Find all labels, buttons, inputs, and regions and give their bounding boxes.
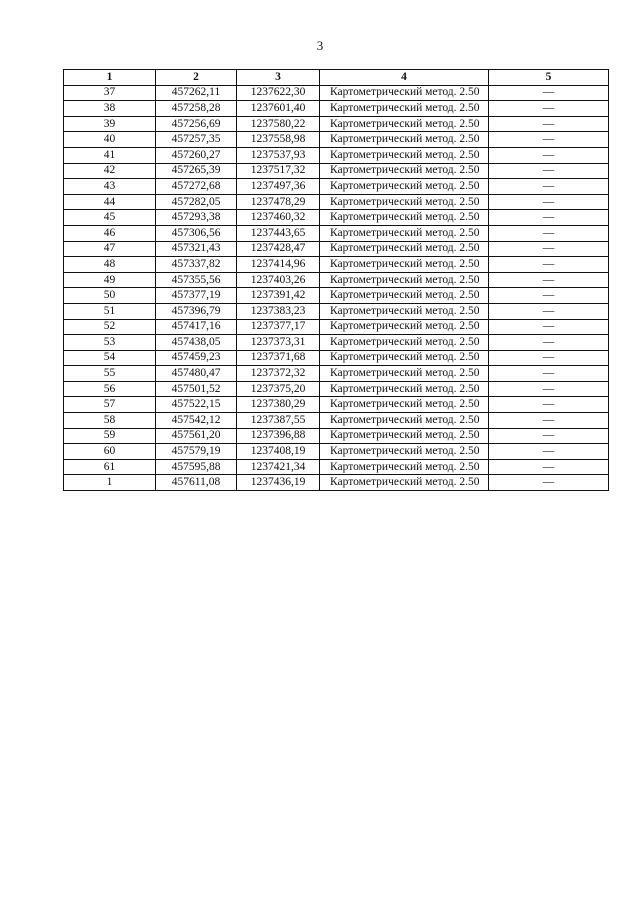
note-cell: —	[489, 303, 609, 319]
point-number-cell: 51	[64, 303, 156, 319]
method-cell: Картометрический метод. 2.50	[320, 225, 489, 241]
y-coordinate-cell: 1237517,32	[237, 163, 320, 179]
note-cell: —	[489, 85, 609, 101]
table-row	[64, 225, 609, 241]
note-cell: —	[489, 413, 609, 429]
header-col-4: 4	[320, 70, 489, 86]
note-cell: —	[489, 444, 609, 460]
method-cell: Картометрический метод. 2.50	[320, 444, 489, 460]
note-cell: —	[489, 319, 609, 335]
method-cell: Картометрический метод. 2.50	[320, 459, 489, 475]
point-number-cell: 53	[64, 335, 156, 351]
method-cell: Картометрический метод. 2.50	[320, 179, 489, 195]
point-number-cell: 57	[64, 397, 156, 413]
table-row	[64, 194, 609, 210]
note-cell: —	[489, 132, 609, 148]
note-cell: —	[489, 225, 609, 241]
x-coordinate-cell: 457355,56	[156, 272, 237, 288]
table-row	[64, 444, 609, 460]
note-cell: —	[489, 475, 609, 491]
coordinates-table	[63, 69, 609, 491]
y-coordinate-cell: 1237460,32	[237, 210, 320, 226]
method-cell: Картометрический метод. 2.50	[320, 101, 489, 117]
x-coordinate-cell: 457321,43	[156, 241, 237, 257]
x-coordinate-cell: 457377,19	[156, 288, 237, 304]
note-cell: —	[489, 350, 609, 366]
x-coordinate-cell: 457522,15	[156, 397, 237, 413]
method-cell: Картометрический метод. 2.50	[320, 288, 489, 304]
method-cell: Картометрический метод. 2.50	[320, 397, 489, 413]
point-number-cell: 58	[64, 413, 156, 429]
note-cell: —	[489, 194, 609, 210]
y-coordinate-cell: 1237537,93	[237, 147, 320, 163]
x-coordinate-cell: 457480,47	[156, 366, 237, 382]
note-cell: —	[489, 210, 609, 226]
note-cell: —	[489, 163, 609, 179]
method-cell: Картометрический метод. 2.50	[320, 303, 489, 319]
method-cell: Картометрический метод. 2.50	[320, 132, 489, 148]
page-number: 3	[316, 38, 324, 53]
x-coordinate-cell: 457256,69	[156, 116, 237, 132]
table-row	[64, 319, 609, 335]
x-coordinate-cell: 457282,05	[156, 194, 237, 210]
header-row	[64, 70, 609, 86]
method-cell: Картометрический метод. 2.50	[320, 335, 489, 351]
point-number-cell: 59	[64, 428, 156, 444]
y-coordinate-cell: 1237478,29	[237, 194, 320, 210]
table-row	[64, 381, 609, 397]
table-row	[64, 288, 609, 304]
x-coordinate-cell: 457561,20	[156, 428, 237, 444]
x-coordinate-cell: 457595,88	[156, 459, 237, 475]
x-coordinate-cell: 457306,56	[156, 225, 237, 241]
note-cell: —	[489, 288, 609, 304]
point-number-cell: 43	[64, 179, 156, 195]
x-coordinate-cell: 457337,82	[156, 257, 237, 273]
point-number-cell: 50	[64, 288, 156, 304]
y-coordinate-cell: 1237387,55	[237, 413, 320, 429]
x-coordinate-cell: 457611,08	[156, 475, 237, 491]
y-coordinate-cell: 1237428,47	[237, 241, 320, 257]
table-row	[64, 210, 609, 226]
method-cell: Картометрический метод. 2.50	[320, 413, 489, 429]
x-coordinate-cell: 457262,11	[156, 85, 237, 101]
table-row	[64, 85, 609, 101]
x-coordinate-cell: 457579,19	[156, 444, 237, 460]
point-number-cell: 49	[64, 272, 156, 288]
table-row	[64, 163, 609, 179]
method-cell: Картометрический метод. 2.50	[320, 319, 489, 335]
note-cell: —	[489, 101, 609, 117]
x-coordinate-cell: 457501,52	[156, 381, 237, 397]
point-number-cell: 47	[64, 241, 156, 257]
note-cell: —	[489, 116, 609, 132]
header-col-5: 5	[489, 70, 609, 86]
x-coordinate-cell: 457459,23	[156, 350, 237, 366]
table-row	[64, 413, 609, 429]
note-cell: —	[489, 459, 609, 475]
note-cell: —	[489, 257, 609, 273]
y-coordinate-cell: 1237383,23	[237, 303, 320, 319]
table-body	[64, 85, 609, 490]
header-col-2: 2	[156, 70, 237, 86]
x-coordinate-cell: 457272,68	[156, 179, 237, 195]
y-coordinate-cell: 1237436,19	[237, 475, 320, 491]
table-row	[64, 303, 609, 319]
y-coordinate-cell: 1237371,68	[237, 350, 320, 366]
table-row	[64, 397, 609, 413]
method-cell: Картометрический метод. 2.50	[320, 210, 489, 226]
note-cell: —	[489, 397, 609, 413]
table-row	[64, 428, 609, 444]
method-cell: Картометрический метод. 2.50	[320, 116, 489, 132]
y-coordinate-cell: 1237580,22	[237, 116, 320, 132]
note-cell: —	[489, 366, 609, 382]
method-cell: Картометрический метод. 2.50	[320, 163, 489, 179]
y-coordinate-cell: 1237372,32	[237, 366, 320, 382]
point-number-cell: 37	[64, 85, 156, 101]
method-cell: Картометрический метод. 2.50	[320, 475, 489, 491]
point-number-cell: 56	[64, 381, 156, 397]
table-row	[64, 272, 609, 288]
method-cell: Картометрический метод. 2.50	[320, 272, 489, 288]
table-row	[64, 132, 609, 148]
y-coordinate-cell: 1237622,30	[237, 85, 320, 101]
point-number-cell: 48	[64, 257, 156, 273]
method-cell: Картометрический метод. 2.50	[320, 194, 489, 210]
note-cell: —	[489, 335, 609, 351]
table-row	[64, 366, 609, 382]
point-number-cell: 44	[64, 194, 156, 210]
y-coordinate-cell: 1237403,26	[237, 272, 320, 288]
x-coordinate-cell: 457438,05	[156, 335, 237, 351]
method-cell: Картометрический метод. 2.50	[320, 366, 489, 382]
point-number-cell: 46	[64, 225, 156, 241]
method-cell: Картометрический метод. 2.50	[320, 241, 489, 257]
y-coordinate-cell: 1237380,29	[237, 397, 320, 413]
y-coordinate-cell: 1237414,96	[237, 257, 320, 273]
note-cell: —	[489, 241, 609, 257]
table-row	[64, 459, 609, 475]
point-number-cell: 41	[64, 147, 156, 163]
table-row	[64, 335, 609, 351]
x-coordinate-cell: 457396,79	[156, 303, 237, 319]
method-cell: Картометрический метод. 2.50	[320, 85, 489, 101]
y-coordinate-cell: 1237373,31	[237, 335, 320, 351]
y-coordinate-cell: 1237391,42	[237, 288, 320, 304]
x-coordinate-cell: 457293,38	[156, 210, 237, 226]
table-row	[64, 147, 609, 163]
table-row	[64, 241, 609, 257]
y-coordinate-cell: 1237408,19	[237, 444, 320, 460]
y-coordinate-cell: 1237558,98	[237, 132, 320, 148]
y-coordinate-cell: 1237421,34	[237, 459, 320, 475]
y-coordinate-cell: 1237375,20	[237, 381, 320, 397]
method-cell: Картометрический метод. 2.50	[320, 147, 489, 163]
y-coordinate-cell: 1237396,88	[237, 428, 320, 444]
table-row	[64, 101, 609, 117]
table-row	[64, 475, 609, 491]
table-header	[64, 70, 609, 86]
point-number-cell: 39	[64, 116, 156, 132]
note-cell: —	[489, 381, 609, 397]
method-cell: Картометрический метод. 2.50	[320, 350, 489, 366]
point-number-cell: 40	[64, 132, 156, 148]
method-cell: Картометрический метод. 2.50	[320, 257, 489, 273]
table-row	[64, 350, 609, 366]
point-number-cell: 45	[64, 210, 156, 226]
x-coordinate-cell: 457417,16	[156, 319, 237, 335]
x-coordinate-cell: 457265,39	[156, 163, 237, 179]
point-number-cell: 38	[64, 101, 156, 117]
x-coordinate-cell: 457257,35	[156, 132, 237, 148]
y-coordinate-cell: 1237377,17	[237, 319, 320, 335]
point-number-cell: 42	[64, 163, 156, 179]
note-cell: —	[489, 428, 609, 444]
header-col-1: 1	[64, 70, 156, 86]
method-cell: Картометрический метод. 2.50	[320, 428, 489, 444]
point-number-cell: 55	[64, 366, 156, 382]
x-coordinate-cell: 457542,12	[156, 413, 237, 429]
table-row	[64, 116, 609, 132]
y-coordinate-cell: 1237601,40	[237, 101, 320, 117]
y-coordinate-cell: 1237497,36	[237, 179, 320, 195]
note-cell: —	[489, 147, 609, 163]
table-row	[64, 257, 609, 273]
x-coordinate-cell: 457258,28	[156, 101, 237, 117]
method-cell: Картометрический метод. 2.50	[320, 381, 489, 397]
header-col-3: 3	[237, 70, 320, 86]
note-cell: —	[489, 179, 609, 195]
x-coordinate-cell: 457260,27	[156, 147, 237, 163]
point-number-cell: 54	[64, 350, 156, 366]
point-number-cell: 60	[64, 444, 156, 460]
point-number-cell: 61	[64, 459, 156, 475]
point-number-cell: 1	[64, 475, 156, 491]
y-coordinate-cell: 1237443,65	[237, 225, 320, 241]
point-number-cell: 52	[64, 319, 156, 335]
table-row	[64, 179, 609, 195]
note-cell: —	[489, 272, 609, 288]
